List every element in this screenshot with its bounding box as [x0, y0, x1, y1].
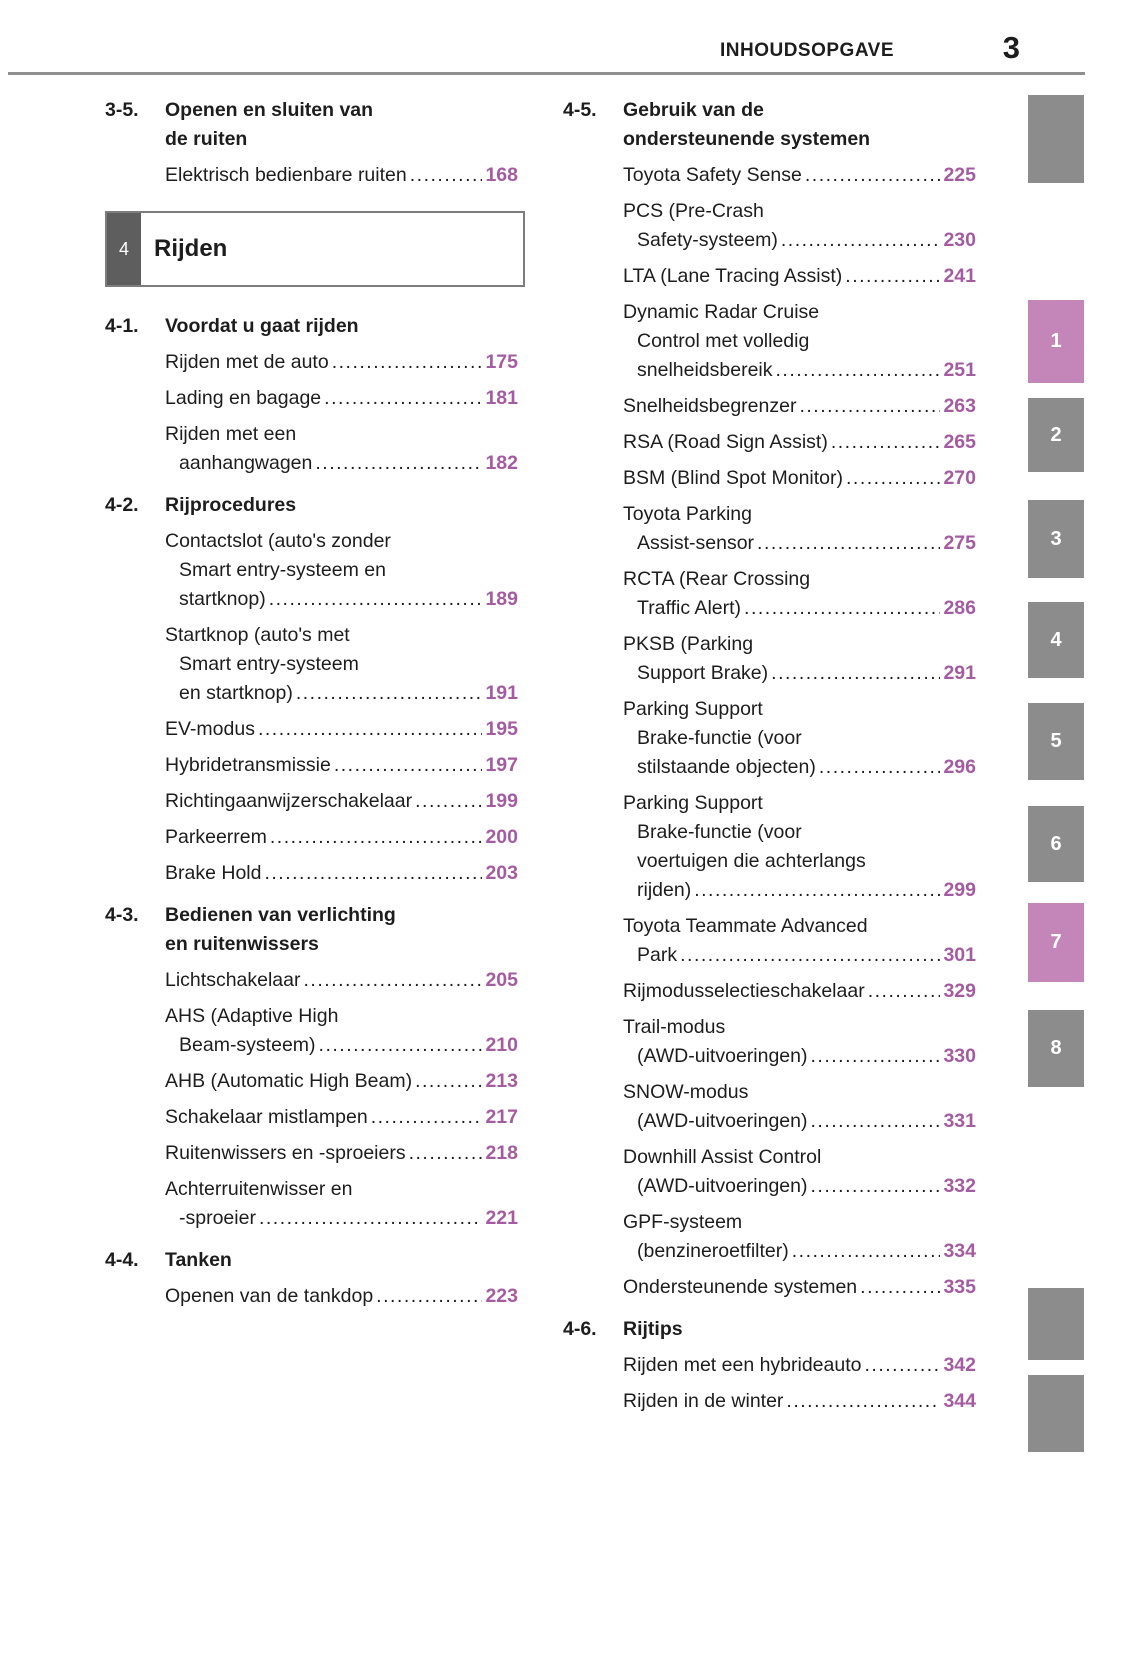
dot-leader [371, 1103, 483, 1132]
entry-page-number: 182 [485, 452, 518, 474]
chapter-title: Rijden [154, 235, 228, 262]
side-tab-8: 8 [1028, 1010, 1084, 1087]
entry-label: Rijden in de winter [623, 1390, 784, 1412]
toc-entry [623, 1387, 976, 1416]
toc-entry [165, 966, 518, 995]
section-number: 4-1. [105, 315, 139, 337]
toc-entry [165, 1067, 518, 1096]
section-title [165, 901, 396, 959]
toc-section [105, 312, 518, 478]
entry-label-line: Trail-modus [623, 1016, 726, 1038]
toc-section [105, 1246, 518, 1311]
dot-leader [811, 1172, 941, 1201]
side-tab-7: 7 [1028, 903, 1084, 982]
dot-leader [269, 585, 483, 614]
entry-leader-line [623, 1172, 976, 1201]
toc-entry [165, 527, 518, 614]
entry-label: Openen van de tankdop [165, 1285, 374, 1307]
entry-page-number: 263 [943, 395, 976, 417]
entry-page-number: 299 [943, 879, 976, 901]
entry-page-number: 270 [943, 467, 976, 489]
side-tab-2: 2 [1028, 398, 1084, 472]
entry-label: Ruitenwissers en -sproeiers [165, 1142, 406, 1164]
entry-label: Ondersteunende systemen [623, 1276, 858, 1298]
entry-label-line: Brake-functie (voor [637, 821, 802, 843]
entry-label-line: Smart entry-systeem en [179, 559, 386, 581]
entry-leader-line [623, 1351, 976, 1380]
entry-label: (AWD-uitvoeringen) [637, 1175, 808, 1197]
entry-leader-line [623, 1042, 976, 1071]
dot-leader [860, 1273, 940, 1302]
page-number: 3 [1002, 30, 1020, 65]
entry-leader-line [165, 1031, 518, 1060]
dot-leader [811, 1042, 941, 1071]
entry-label: BSM (Blind Spot Monitor) [623, 467, 843, 489]
entry-label-line: AHS (Adaptive High [165, 1005, 339, 1027]
entry-label: Rijden met een hybrideauto [623, 1354, 862, 1376]
entry-page-number: 210 [485, 1034, 518, 1056]
entry-page-number: 296 [943, 756, 976, 778]
entry-leader-line [623, 659, 976, 688]
entry-leader-line [623, 161, 976, 190]
dot-leader [786, 1387, 940, 1416]
entry-leader-line [165, 348, 518, 377]
toc-entry [623, 977, 976, 1006]
toc-entry [623, 197, 976, 255]
dot-leader [694, 876, 940, 905]
entry-label: en startknop) [179, 682, 293, 704]
entry-label: (benzineroetfilter) [637, 1240, 789, 1262]
entry-label: Support Brake) [637, 662, 769, 684]
entry-leader-line [623, 876, 976, 905]
section-heading [105, 901, 518, 959]
entry-label: Lichtschakelaar [165, 969, 301, 991]
toc-entry [623, 1078, 976, 1136]
dot-leader [865, 1351, 941, 1380]
section-number: 4-2. [105, 494, 139, 516]
toc-entry [623, 1013, 976, 1071]
toc-entry [623, 298, 976, 385]
entry-page-number: 191 [485, 682, 518, 704]
section-heading [105, 96, 518, 154]
entry-label-line: Brake-functie (voor [637, 727, 802, 749]
toc-entry [165, 823, 518, 852]
entry-page-number: 223 [485, 1285, 518, 1307]
toc-section [563, 96, 976, 1302]
entry-page-number: 230 [943, 229, 976, 251]
entry-page-number: 329 [943, 980, 976, 1002]
section-title-line: Openen en sluiten van [165, 99, 374, 121]
toc-entry [165, 715, 518, 744]
entry-leader-line [165, 715, 518, 744]
section-title [165, 1246, 232, 1275]
entry-label: Lading en bagage [165, 387, 322, 409]
dot-leader [781, 226, 941, 255]
toc-content [105, 96, 976, 1416]
entry-label-line: Smart entry-systeem [179, 653, 359, 675]
entry-leader-line [623, 1387, 976, 1416]
section-title-line: Tanken [165, 1249, 232, 1271]
section-title [165, 491, 296, 520]
entry-label-line: PKSB (Parking [623, 633, 754, 655]
toc-entry [165, 859, 518, 888]
entry-page-number: 195 [485, 718, 518, 740]
entry-label: (AWD-uitvoeringen) [637, 1045, 808, 1067]
side-tab-5: 5 [1028, 703, 1084, 780]
toc-entry [623, 912, 976, 970]
entry-leader-line [623, 1237, 976, 1266]
entry-label: snelheidsbereik [637, 359, 773, 381]
section-title-line: de ruiten [165, 128, 248, 150]
section-title-line: Bedienen van verlichting [165, 904, 396, 926]
entry-leader-line [165, 161, 518, 190]
entry-label-line: voertuigen die achterlangs [637, 850, 866, 872]
toc-column-left [105, 96, 518, 1416]
side-tab-1: 1 [1028, 300, 1084, 383]
dot-leader [799, 392, 940, 421]
side-tab-blank-0 [1028, 95, 1084, 183]
section-number: 4-3. [105, 904, 139, 926]
entry-leader-line [623, 428, 976, 457]
side-tab-blank-10 [1028, 1375, 1084, 1452]
entry-label-line: Contactslot (auto's zonder [165, 530, 391, 552]
entry-leader-line [165, 384, 518, 413]
entry-label: Rijden met de auto [165, 351, 329, 373]
entry-leader-line [623, 356, 976, 385]
dot-leader [846, 464, 940, 493]
entry-label: Hybridetransmissie [165, 754, 331, 776]
dot-leader [296, 679, 483, 708]
entry-label-line: Dynamic Radar Cruise [623, 301, 820, 323]
dot-leader [376, 1282, 482, 1311]
entry-label: Toyota Safety Sense [623, 164, 802, 186]
entry-page-number: 225 [943, 164, 976, 186]
toc-entry [623, 392, 976, 421]
toc-entry [165, 348, 518, 377]
dot-leader [410, 161, 483, 190]
toc-entry [623, 695, 976, 782]
entry-leader-line [623, 262, 976, 291]
entry-page-number: 218 [485, 1142, 518, 1164]
dot-leader [332, 348, 483, 377]
side-tab-4: 4 [1028, 602, 1084, 678]
section-title-line: Rijprocedures [165, 494, 297, 516]
entry-label-line: SNOW-modus [623, 1081, 749, 1103]
entry-page-number: 168 [485, 164, 518, 186]
entry-leader-line [623, 977, 976, 1006]
entry-leader-line [623, 941, 976, 970]
section-title [165, 96, 373, 154]
entry-leader-line [623, 594, 976, 623]
section-title [623, 96, 870, 154]
section-title-line: en ruitenwissers [165, 933, 319, 955]
entry-label-line: PCS (Pre-Crash [623, 200, 764, 222]
dot-leader [264, 859, 482, 888]
dot-leader [831, 428, 941, 457]
entry-page-number: 199 [485, 790, 518, 812]
section-heading [563, 96, 976, 154]
entry-label: Brake Hold [165, 862, 262, 884]
entry-page-number: 241 [943, 265, 976, 287]
entry-page-number: 189 [485, 588, 518, 610]
dot-leader [258, 715, 482, 744]
entry-label: Safety-systeem) [637, 229, 778, 251]
dot-leader [259, 1204, 483, 1233]
dot-leader [868, 977, 941, 1006]
entry-label: Park [637, 944, 678, 966]
entry-label-line: Control met volledig [637, 330, 810, 352]
toc-entry [623, 1208, 976, 1266]
entry-page-number: 205 [485, 969, 518, 991]
entry-page-number: 334 [943, 1240, 976, 1262]
entry-label-line: Toyota Teammate Advanced [623, 915, 868, 937]
entry-leader-line [165, 585, 518, 614]
toc-entry [165, 621, 518, 708]
entry-leader-line [623, 226, 976, 255]
section-title-line: Gebruik van de [623, 99, 764, 121]
entry-leader-line [165, 1139, 518, 1168]
entry-page-number: 330 [943, 1045, 976, 1067]
entry-label: Parkeerrem [165, 826, 267, 848]
entry-page-number: 331 [943, 1110, 976, 1132]
toc-entry [165, 751, 518, 780]
chapter-box [105, 211, 525, 287]
entry-page-number: 197 [485, 754, 518, 776]
dot-leader [811, 1107, 941, 1136]
toc-entry [165, 1139, 518, 1168]
entry-label: Rijmodusselectieschakelaar [623, 980, 865, 1002]
dot-leader [680, 941, 940, 970]
section-number: 4-4. [105, 1249, 139, 1271]
entry-label: Schakelaar mistlampen [165, 1106, 368, 1128]
toc-entry [623, 1143, 976, 1201]
section-heading [563, 1315, 976, 1344]
section-heading [105, 1246, 518, 1275]
toc-entry [623, 565, 976, 623]
entry-page-number: 291 [943, 662, 976, 684]
entry-label: stilstaande objecten) [637, 756, 816, 778]
entry-label: (AWD-uitvoeringen) [637, 1110, 808, 1132]
toc-entry [165, 787, 518, 816]
entry-leader-line [623, 392, 976, 421]
dot-leader [409, 1139, 483, 1168]
entry-leader-line [623, 753, 976, 782]
entry-page-number: 181 [485, 387, 518, 409]
entry-label: Traffic Alert) [637, 597, 742, 619]
toc-entry [623, 161, 976, 190]
toc-entry [165, 384, 518, 413]
dot-leader [792, 1237, 941, 1266]
entry-label: Richtingaanwijzerschakelaar [165, 790, 413, 812]
entry-page-number: 301 [943, 944, 976, 966]
entry-page-number: 251 [943, 359, 976, 381]
entry-label: AHB (Automatic High Beam) [165, 1070, 413, 1092]
dot-leader [415, 1067, 482, 1096]
entry-label: startknop) [179, 588, 266, 610]
entry-leader-line [165, 449, 518, 478]
entry-page-number: 213 [485, 1070, 518, 1092]
toc-entry [623, 500, 976, 558]
entry-leader-line [165, 679, 518, 708]
entry-label: Snelheidsbegrenzer [623, 395, 797, 417]
dot-leader [771, 659, 940, 688]
entry-label: rijden) [637, 879, 692, 901]
entry-label-line: Achterruitenwisser en [165, 1178, 353, 1200]
section-heading [105, 312, 518, 341]
section-heading [105, 491, 518, 520]
entry-page-number: 200 [485, 826, 518, 848]
section-title [165, 312, 359, 341]
entry-label: Assist-sensor [637, 532, 755, 554]
entry-page-number: 217 [485, 1106, 518, 1128]
entry-label: EV-modus [165, 718, 255, 740]
chapter-number: 4 [107, 213, 141, 285]
entry-page-number: 175 [485, 351, 518, 373]
toc-entry [623, 1351, 976, 1380]
section-title-line: Voordat u gaat rijden [165, 315, 359, 337]
header-title: INHOUDSOPGAVE [719, 40, 894, 61]
dot-leader [805, 161, 941, 190]
entry-label-line: Parking Support [623, 792, 763, 814]
section-number: 4-5. [563, 99, 597, 121]
entry-page-number: 335 [943, 1276, 976, 1298]
toc-entry [165, 1103, 518, 1132]
dot-leader [324, 384, 482, 413]
entry-leader-line [165, 1282, 518, 1311]
entry-leader-line [623, 464, 976, 493]
entry-leader-line [165, 1204, 518, 1233]
entry-page-number: 221 [485, 1207, 518, 1229]
entry-page-number: 203 [485, 862, 518, 884]
entry-label-line: GPF-systeem [623, 1211, 743, 1233]
toc-entry [165, 1002, 518, 1060]
toc-entry [623, 262, 976, 291]
dot-leader [334, 751, 483, 780]
entry-page-number: 286 [943, 597, 976, 619]
section-title-line: ondersteunende systemen [623, 128, 871, 150]
entry-page-number: 344 [943, 1390, 976, 1412]
section-title [623, 1315, 683, 1344]
entry-label: RSA (Road Sign Assist) [623, 431, 828, 453]
entry-leader-line [165, 787, 518, 816]
section-number: 4-6. [563, 1318, 597, 1340]
toc-entry [623, 428, 976, 457]
entry-leader-line [165, 1103, 518, 1132]
dot-leader [270, 823, 483, 852]
entry-page-number: 275 [943, 532, 976, 554]
entry-label: Beam-systeem) [179, 1034, 316, 1056]
entry-leader-line [165, 966, 518, 995]
entry-leader-line [165, 859, 518, 888]
toc-section [105, 96, 518, 190]
toc-entry [623, 1273, 976, 1302]
entry-label-line: Parking Support [623, 698, 763, 720]
toc-entry [165, 1282, 518, 1311]
toc-section [105, 901, 518, 1233]
entry-leader-line [623, 1107, 976, 1136]
entry-leader-line [623, 529, 976, 558]
dot-leader [415, 787, 482, 816]
toc-column-right [563, 96, 976, 1416]
entry-leader-line [165, 823, 518, 852]
toc-entry [165, 1175, 518, 1233]
entry-label: LTA (Lane Tracing Assist) [623, 265, 843, 287]
entry-label-line: Downhill Assist Control [623, 1146, 822, 1168]
entry-leader-line [623, 1273, 976, 1302]
toc-entry [623, 789, 976, 905]
entry-label: -sproeier [179, 1207, 256, 1229]
entry-label-line: Rijden met een [165, 423, 297, 445]
dot-leader [776, 356, 941, 385]
dot-leader [315, 449, 482, 478]
entry-label-line: RCTA (Rear Crossing [623, 568, 811, 590]
section-title-line: Rijtips [623, 1318, 683, 1340]
header-rule [8, 72, 1085, 75]
entry-label-line: Toyota Parking [623, 503, 752, 525]
entry-label: aanhangwagen [179, 452, 313, 474]
side-tab-3: 3 [1028, 500, 1084, 578]
entry-page-number: 332 [943, 1175, 976, 1197]
dot-leader [744, 594, 940, 623]
toc-entry [165, 420, 518, 478]
toc-entry [623, 630, 976, 688]
entry-leader-line [165, 1067, 518, 1096]
dot-leader [845, 262, 940, 291]
entry-label: Elektrisch bedienbare ruiten [165, 164, 407, 186]
toc-entry [623, 464, 976, 493]
dot-leader [819, 753, 941, 782]
entry-label-line: Startknop (auto's met [165, 624, 350, 646]
dot-leader [304, 966, 483, 995]
toc-section [105, 491, 518, 888]
entry-page-number: 265 [943, 431, 976, 453]
side-tab-6: 6 [1028, 806, 1084, 882]
toc-entry [165, 161, 518, 190]
dot-leader [319, 1031, 483, 1060]
side-tab-blank-9 [1028, 1288, 1084, 1360]
dot-leader [757, 529, 940, 558]
section-number: 3-5. [105, 99, 139, 121]
entry-leader-line [165, 751, 518, 780]
toc-section [563, 1315, 976, 1416]
entry-page-number: 342 [943, 1354, 976, 1376]
